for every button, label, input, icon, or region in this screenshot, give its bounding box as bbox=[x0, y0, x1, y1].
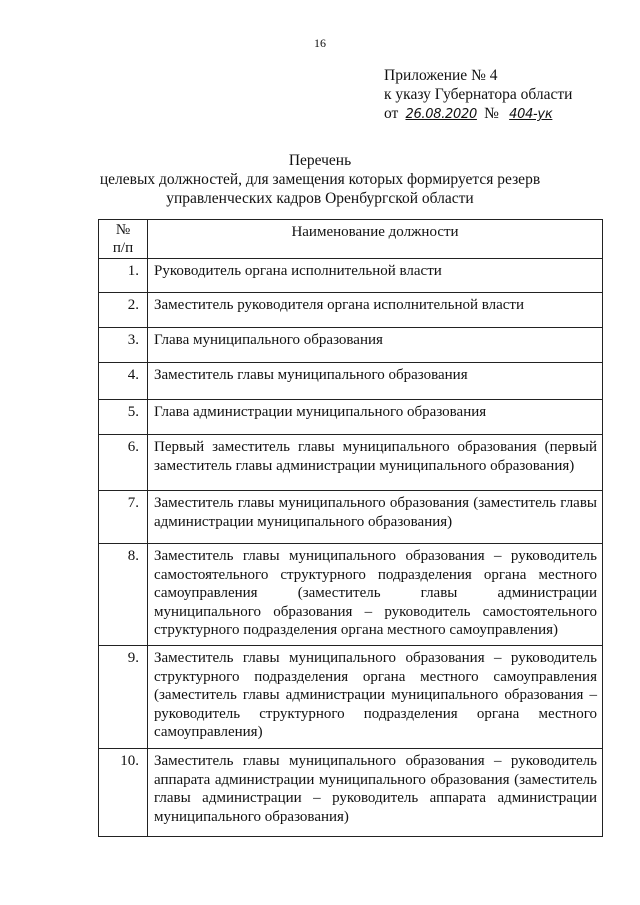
row-number: 6. bbox=[99, 435, 148, 491]
table-row bbox=[99, 400, 603, 435]
row-position-name: Руководитель органа исполнительной власти bbox=[148, 259, 603, 293]
table-row bbox=[99, 363, 603, 400]
appendix-subtitle: к указу Губернатора области bbox=[384, 86, 573, 103]
table-row bbox=[99, 749, 603, 837]
row-position-name: Заместитель руководителя органа исполнительной власти bbox=[148, 293, 603, 328]
table-row bbox=[99, 646, 603, 749]
table-row bbox=[99, 259, 603, 293]
row-number: 5. bbox=[99, 400, 148, 435]
row-position-name: Заместитель главы муниципального образования – руководитель самостоятельного структурного подразделения органа местного самоуправления (заместитель главы администрации муниципального образования – руководитель самостоятельного структурного подразделения органа местного самоуправления) bbox=[148, 544, 603, 646]
row-number: 10. bbox=[99, 749, 148, 837]
handwritten-number: 404-ук bbox=[509, 107, 553, 122]
row-number: 1. bbox=[99, 259, 148, 293]
appendix-date-line bbox=[384, 104, 572, 124]
title-line-3: управленческих кадров Оренбургской области bbox=[166, 190, 474, 207]
row-position-name: Глава муниципального образования bbox=[148, 328, 603, 363]
row-position-name: Глава администрации муниципального образования bbox=[148, 400, 603, 435]
table-row bbox=[99, 293, 603, 328]
table-row bbox=[99, 328, 603, 363]
positions-table bbox=[98, 219, 603, 837]
header-number-line2: п/п bbox=[112, 240, 134, 256]
title-line-2: целевых должностей, для замещения которых формируется резерв bbox=[99, 171, 541, 188]
row-number: 8. bbox=[99, 544, 148, 646]
header-number-line1: № bbox=[115, 222, 131, 238]
header-number-cell bbox=[99, 220, 148, 259]
table-header-row bbox=[99, 220, 603, 259]
document-title bbox=[0, 151, 640, 208]
row-number: 7. bbox=[99, 491, 148, 544]
page-number: 16 bbox=[314, 36, 326, 50]
row-position-name: Заместитель главы муниципального образования bbox=[148, 363, 603, 400]
from-label: от bbox=[384, 105, 399, 122]
row-position-name: Первый заместитель главы муниципального образования (первый заместитель главы администрации муниципального образования) bbox=[148, 435, 603, 491]
table-row bbox=[99, 435, 603, 491]
appendix-header bbox=[384, 66, 572, 124]
row-number: 3. bbox=[99, 328, 148, 363]
title-line-1: Перечень bbox=[288, 152, 352, 169]
table-row bbox=[99, 544, 603, 646]
number-label: № bbox=[484, 105, 499, 122]
row-position-name: Заместитель главы муниципального образования – руководитель аппарата администрации муниципального образования (заместитель главы администрации – руководитель аппарата администрации муниципального образования) bbox=[148, 749, 603, 837]
header-name-cell: Наименование должности bbox=[148, 220, 603, 259]
row-number: 9. bbox=[99, 646, 148, 749]
appendix-title: Приложение № 4 bbox=[384, 67, 498, 84]
row-position-name: Заместитель главы муниципального образования – руководитель структурного подразделения органа местного самоуправления (заместитель главы администрации муниципального образования – руководитель структурного подразделения органа местного самоуправления) bbox=[148, 646, 603, 749]
row-position-name: Заместитель главы муниципального образования (заместитель главы администрации муниципального образования) bbox=[148, 491, 603, 544]
row-number: 4. bbox=[99, 363, 148, 400]
table-row bbox=[99, 491, 603, 544]
handwritten-date: 26.08.2020 bbox=[405, 107, 477, 122]
row-number: 2. bbox=[99, 293, 148, 328]
